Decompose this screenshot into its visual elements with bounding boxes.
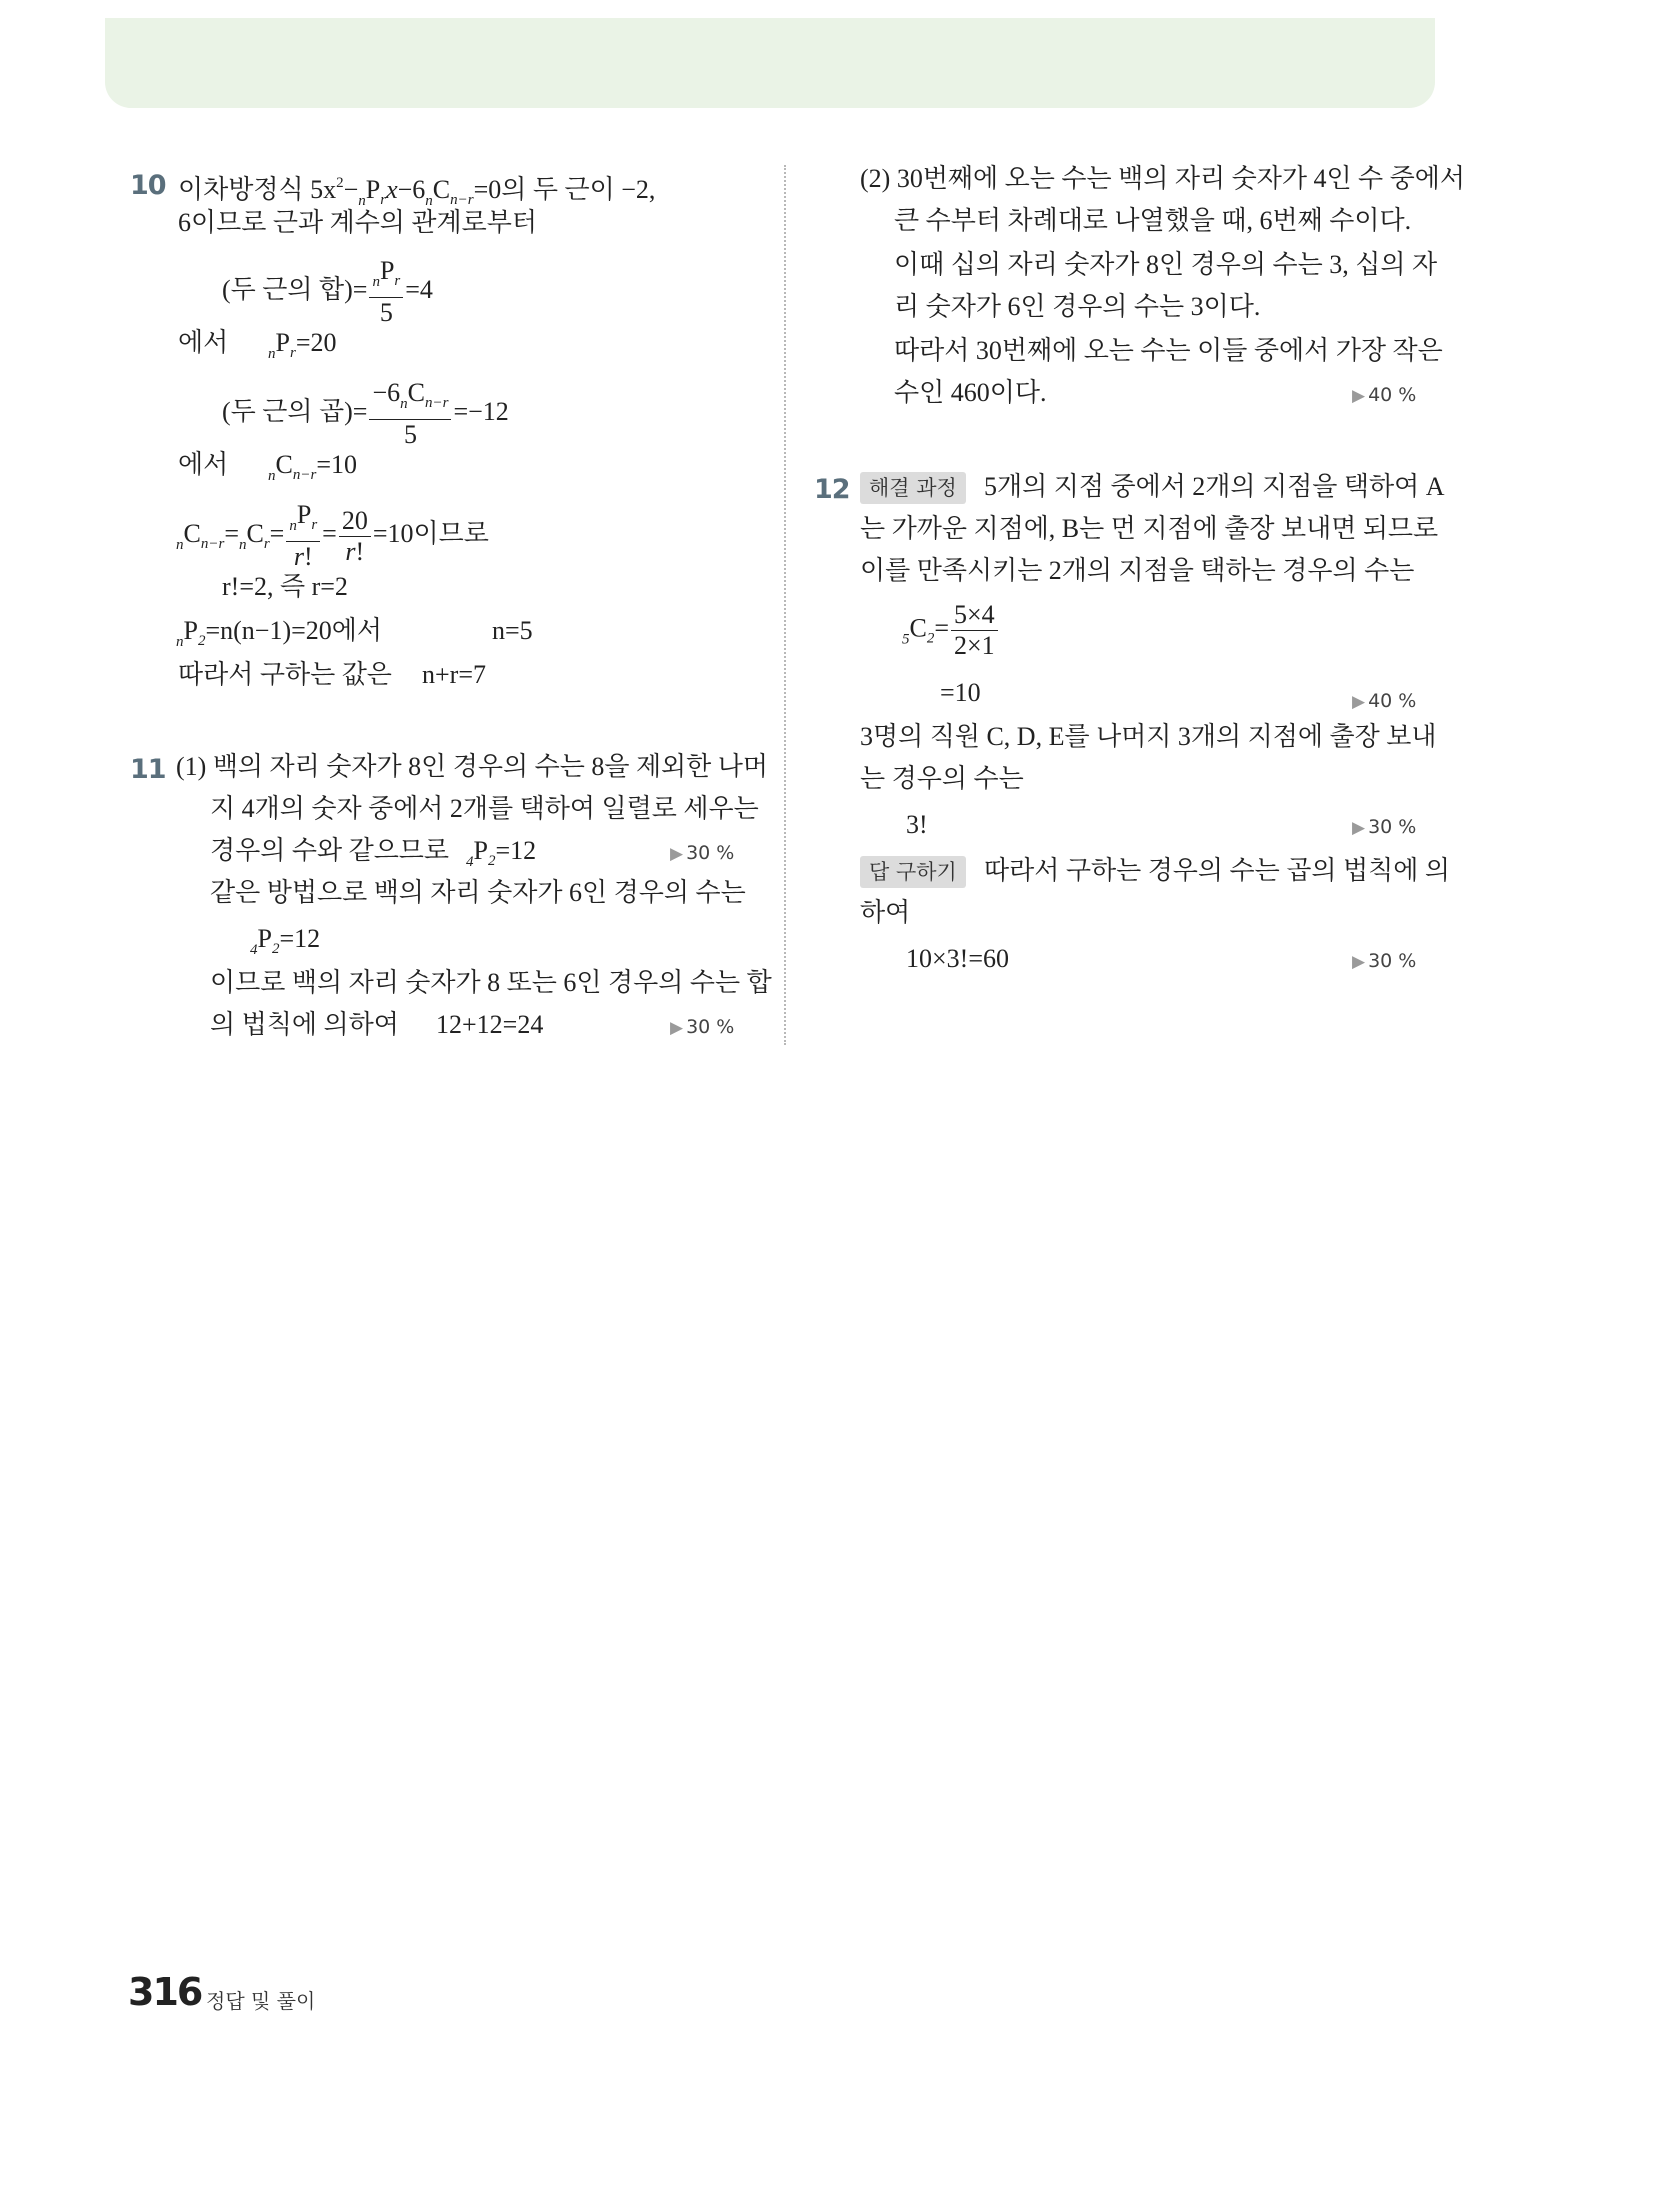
p12-pct2-text: 30 % xyxy=(1368,816,1417,838)
p10-sum-den: 5 xyxy=(379,298,393,327)
p11-part2-line2: 큰 수부터 차례대로 나열했을 때, 6번째 수이다. xyxy=(894,206,1412,235)
p11-part1-eq: $_4P_2=12$ xyxy=(466,836,537,870)
p11-part1-pct2 xyxy=(670,1016,734,1038)
header-band xyxy=(105,18,1435,108)
problem-number-10: 10 xyxy=(130,170,166,201)
p12-pct1-text: 40 % xyxy=(1368,690,1417,712)
p11-part1-line2: 지 4개의 숫자 중에서 2개를 택하여 일렬로 세우는 xyxy=(210,794,759,823)
p11-part1-eq-val: =12 xyxy=(495,836,537,865)
p11-part1-line3: 경우의 수와 같으므로 xyxy=(210,836,450,865)
p12-line1: 5개의 지점 중에서 2개의 지점을 택하여 A xyxy=(984,472,1445,501)
p12-frac-num: 5×4 xyxy=(951,600,998,631)
column-divider xyxy=(784,165,786,1045)
p11-part1-line6: 의 법칙에 의하여 xyxy=(210,1010,399,1039)
p11-part1-line1: (1) 백의 자리 숫자가 8인 경우의 수는 8을 제외한 나머 xyxy=(176,752,769,781)
p12-fact: 3! xyxy=(906,810,928,839)
p10-prod-eq: (두 근의 곱)= $\frac{-6_nC_{n-r}}{5}$ =−12 xyxy=(222,378,509,449)
p10-line2: 6이므로 근과 계수의 관계로부터 xyxy=(178,208,538,237)
p10-from2: 에서 xyxy=(178,450,229,479)
p11-part2-line5: 따라서 30번째에 오는 수는 이들 중에서 가장 작은 xyxy=(894,336,1443,365)
problem-number-12: 12 xyxy=(814,474,850,505)
p11-part1-pct-text: 30 % xyxy=(686,842,735,864)
find-answer-tag: 답 구하기 xyxy=(860,856,966,888)
solution-process-tag: 해결 과정 xyxy=(860,472,966,504)
p12-pct1 xyxy=(1352,690,1416,712)
p12-line2: 는 가까운 지점에, B는 먼 지점에 출장 보내면 되므로 xyxy=(860,514,1439,543)
p12-frac-den: 2×1 xyxy=(954,631,995,660)
p10-from1: 에서 xyxy=(178,328,229,357)
p10-line1-rest: 의 두 근이 −2, xyxy=(501,175,656,204)
p10-frac2-num: 20 xyxy=(339,506,371,537)
p10-line1-text: 이차방정식 5x xyxy=(178,175,337,204)
p12-comb: $_5C_2=$ $\frac{5\times 4}{2\times 1}$ xyxy=(902,600,1000,661)
p11-part1-pct xyxy=(670,842,734,864)
p11-part2-line6: 수인 460이다. xyxy=(894,378,1047,407)
p12-pct3-text: 30 % xyxy=(1368,950,1417,972)
problem-number-11: 11 xyxy=(130,754,166,785)
p10-line1: 이차방정식 $5x^2-_nP_rx-6_nC_{n-r}=0$의 두 근이 −2, xyxy=(178,175,656,209)
p10-r-line: r!=2, 즉 r=2 xyxy=(222,572,348,601)
triangle-marker-icon: ▶ xyxy=(670,844,684,864)
p10-ncr-val: =10 xyxy=(316,450,357,479)
footer-label: 정답 및 풀이 xyxy=(206,1989,316,2013)
p10-prod-result: =−12 xyxy=(453,396,509,426)
p10-npr-val: =20 xyxy=(295,328,337,357)
p10-answer-value: n+r=7 xyxy=(422,660,486,689)
p11-part1-line4: 같은 방법으로 백의 자리 숫자가 6인 경우의 수는 xyxy=(210,878,746,907)
triangle-marker-icon: ▶ xyxy=(1352,818,1366,838)
p12-line3: 이를 만족시키는 2개의 지점을 택하는 경우의 수는 xyxy=(860,556,1415,585)
triangle-marker-icon: ▶ xyxy=(670,1018,684,1038)
p11-part1-line5: 이므로 백의 자리 숫자가 8 또는 6인 경우의 수는 합 xyxy=(210,968,772,997)
p10-identity: $_nC_{n-r}=_nC_r=$ $\frac{_nP_r}{r!}$ = $\frac{20}{r!}$ =10이므로 xyxy=(176,500,489,571)
p12-line4: 3명의 직원 C, D, E를 나머지 3개의 지점에 출장 보내 xyxy=(860,722,1437,751)
p12-line6: 따라서 구하는 경우의 수는 곱의 법칙에 의 xyxy=(984,856,1450,885)
p12-line7: 하여 xyxy=(860,898,911,927)
p12-pct3 xyxy=(1352,950,1416,972)
p11-part1-eq2: $_4P_2=12$ xyxy=(250,924,321,958)
p10-ncr: $_nC_{n-r}=10$ xyxy=(268,450,357,484)
p11-part2-line4: 리 숫자가 6인 경우의 수는 3이다. xyxy=(894,292,1261,321)
p12-line5: 는 경우의 수는 xyxy=(860,764,1024,793)
triangle-marker-icon: ▶ xyxy=(1352,386,1366,406)
triangle-marker-icon: ▶ xyxy=(1352,952,1366,972)
p11-part1-pct2-text: 30 % xyxy=(686,1016,735,1038)
p10-therefore-tail: =10이므로 xyxy=(372,518,489,548)
p11-part1-sum: 12+12=24 xyxy=(436,1010,544,1039)
p12-pct2 xyxy=(1352,816,1416,838)
p11-part2-pct xyxy=(1352,384,1416,406)
p11-part2-pct-text: 40 % xyxy=(1368,384,1417,406)
p10-p2-line: $_nP_2=n(n-1)=20$에서 xyxy=(176,616,383,650)
p11-part2-line3: 이때 십의 자리 숫자가 8인 경우의 수는 3, 십의 자 xyxy=(894,250,1438,279)
p10-sum-eq: (두 근의 합)= $\frac{_nP_r}{5}$ =4 xyxy=(222,256,433,327)
p11-part2-line1: (2) 30번째에 오는 수는 백의 자리 숫자가 4인 수 중에서 xyxy=(860,164,1466,193)
triangle-marker-icon: ▶ xyxy=(1352,692,1366,712)
p10-answer-label: 따라서 구하는 값은 xyxy=(178,660,392,689)
p11-part1-eq2-val: =12 xyxy=(279,924,321,953)
p10-sum-label: (두 근의 합)= xyxy=(222,274,368,304)
p10-npr: $_nP_r=20$ xyxy=(268,328,337,362)
p12-eq10: =10 xyxy=(940,678,981,707)
p12-final: 10×3!=60 xyxy=(906,944,1009,973)
page-number: 316 xyxy=(128,1970,202,2014)
p10-prod-label: (두 근의 곱)= xyxy=(222,396,368,426)
p10-p2-text: =n(n−1)=20에서 xyxy=(205,616,383,645)
p10-n-line: n=5 xyxy=(492,616,533,645)
p10-sum-result: =4 xyxy=(405,274,433,304)
p10-prod-den: 5 xyxy=(403,420,417,449)
